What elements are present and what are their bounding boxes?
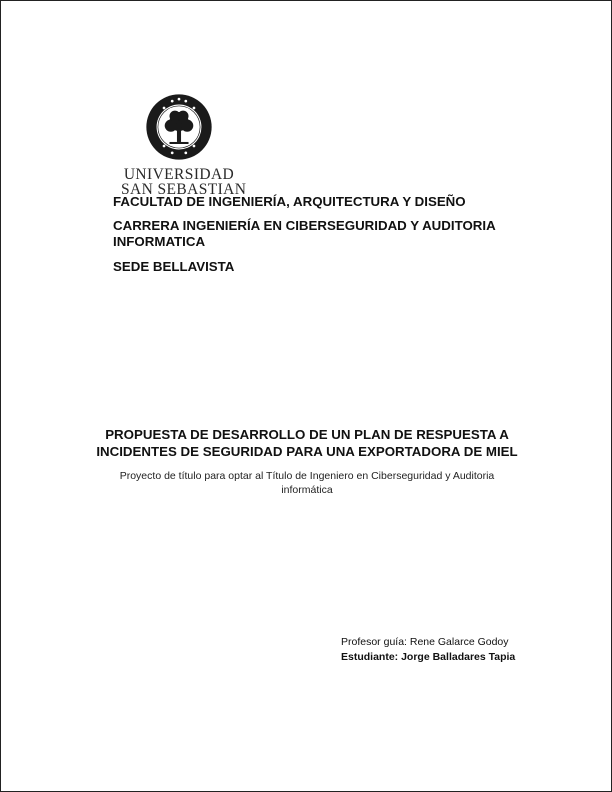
subtitle-line1: Proyecto de título para optar al Título de Ingeniero en Ciberseguridad y Auditoria bbox=[119, 470, 495, 482]
document-title bbox=[61, 426, 553, 460]
faculty-heading: FACULTAD DE INGENIERÍA, ARQUITECTURA Y DISEÑO bbox=[113, 194, 466, 209]
subtitle-line2: informática bbox=[281, 484, 333, 496]
career-heading-line1: CARRERA INGENIERÍA EN CIBERSEGURIDAD Y AUDITORIA bbox=[113, 218, 496, 233]
university-logo bbox=[121, 93, 247, 198]
title-line1: PROPUESTA DE DESARROLLO DE UN PLAN DE RESPUESTA A bbox=[105, 427, 509, 442]
campus-heading: SEDE BELLAVISTA bbox=[113, 259, 235, 274]
career-heading-line2: INFORMATICA bbox=[113, 234, 206, 249]
title-line2: INCIDENTES DE SEGURIDAD PARA UNA EXPORTADORA DE MIEL bbox=[96, 444, 518, 459]
logo-name-line1: UNIVERSIDAD bbox=[123, 166, 235, 183]
student-credit: Estudiante: Jorge Balladares Tapia bbox=[341, 651, 516, 663]
advisor-credit: Profesor guía: Rene Galarce Godoy bbox=[341, 636, 509, 648]
university-seal-icon bbox=[145, 93, 213, 161]
document-subtitle bbox=[85, 469, 529, 497]
logo-name-line2: SAN SEBASTIAN bbox=[121, 181, 247, 198]
